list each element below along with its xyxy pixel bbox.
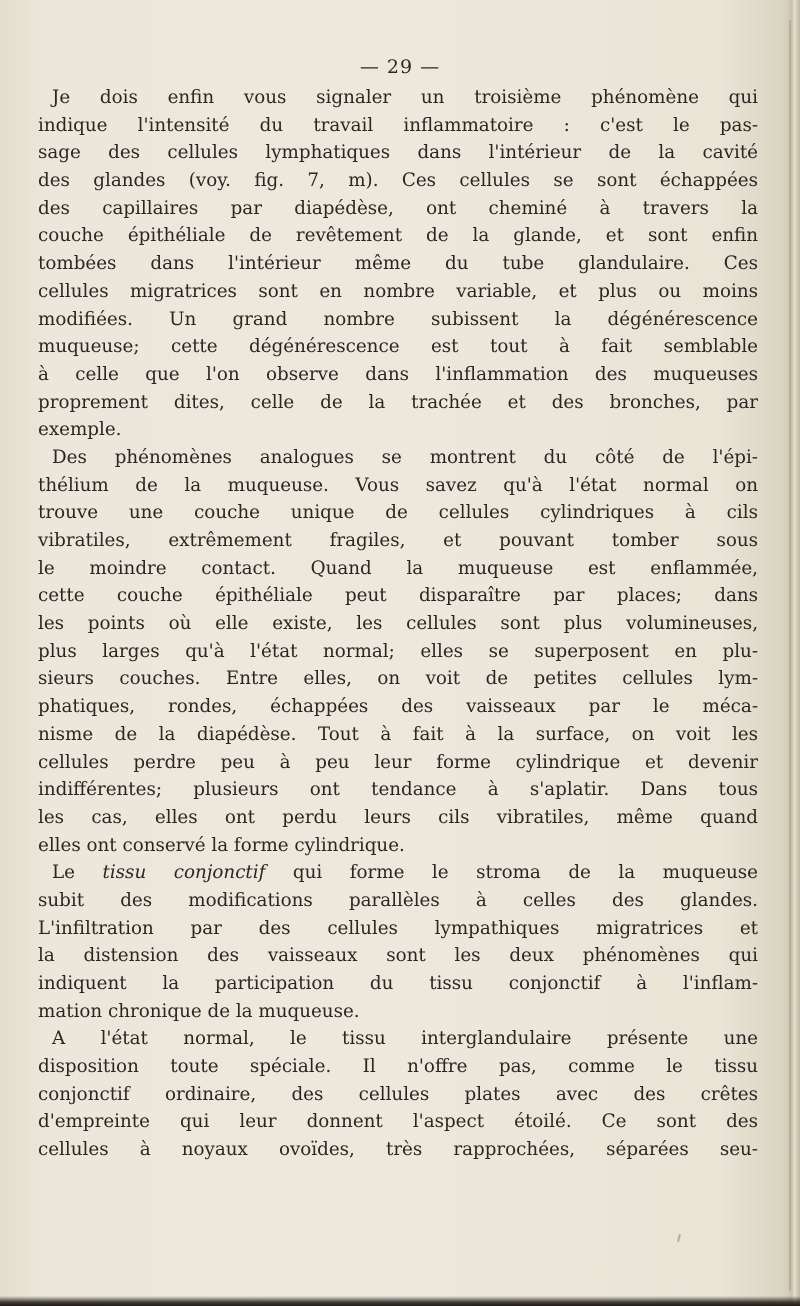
text-line: muqueuse; cette dégénérescence est tout à fait semblable [38, 336, 758, 358]
text-line: sieurs couches. Entre elles, on voit de petites cellules lym- [38, 668, 758, 690]
text-run: qui forme le stroma de la muqueuse [265, 862, 759, 884]
text-line: cellules migratrices sont en nombre variable, et plus ou moins [38, 280, 758, 302]
page-number: — 29 — [359, 56, 441, 78]
text-line: cellules à noyaux ovoïdes, très rapprochées, séparées seu- [38, 1139, 758, 1161]
text-line: modifiées. Un grand nombre subissent la dégénérescence [38, 308, 758, 330]
paragraph-2 [38, 444, 758, 859]
text-line: les cas, elles ont perdu leurs cils vibratiles, même quand [38, 806, 758, 828]
text-line: plus larges qu'à l'état normal; elles se superposent en plu- [38, 640, 758, 662]
text-line: Des phénomènes analogues se montrent du côté de l'épi- [52, 446, 758, 468]
text-line: la distension des vaisseaux sont les deux phénomènes qui [38, 945, 758, 967]
text-line: des capillaires par diapédèse, ont cheminé à travers la [38, 197, 758, 219]
page-bottom-shadow [0, 1296, 800, 1306]
text-line: Je dois enfin vous signaler un troisième phénomène qui [52, 87, 758, 108]
text-line: les points où elle existe, les cellules sont plus volumineuses, [38, 613, 758, 635]
text-line: vibratiles, extrêmement fragiles, et pouvant tomber sous [38, 530, 758, 551]
paragraph-4 [38, 1025, 758, 1163]
text-line: thélium de la muqueuse. Vous savez qu'à l'état normal on [38, 474, 758, 496]
text-line: nisme de la diapédèse. Tout à fait à la surface, on voit les [38, 723, 758, 745]
body-text [38, 84, 758, 1164]
ink-mark [677, 1234, 681, 1242]
text-line: elles ont conservé la forme cylindrique. [38, 834, 405, 856]
text-line: sage des cellules lymphatiques dans l'intérieur de la cavité [38, 142, 758, 164]
paragraph-1 [38, 84, 758, 444]
text-line: conjonctif ordinaire, des cellules plates avec des crêtes [38, 1083, 758, 1105]
text-line: tombées dans l'intérieur même du tube glandulaire. Ces [38, 253, 758, 275]
text-line: phatiques, rondes, échappées des vaisseaux par le méca- [38, 696, 758, 718]
text-run: Le [52, 862, 103, 884]
text-line: subit des modifications parallèles à celles des glandes. [38, 889, 758, 911]
text-line: indique l'intensité du travail inflammatoire : c'est le pas- [38, 114, 758, 136]
text-line: cette couche épithéliale peut disparaître par places; dans [38, 585, 758, 607]
text-line: mation chronique de la muqueuse. [38, 1000, 360, 1022]
text-line: cellules perdre peu à peu leur forme cylindrique et devenir [38, 751, 758, 773]
text-line: le moindre contact. Quand la muqueuse est enflammée, [38, 557, 758, 579]
text-line: A l'état normal, le tissu interglandulaire présente une [52, 1028, 758, 1050]
text-line: proprement dites, celle de la trachée et des bronches, par [38, 391, 758, 413]
paragraph-3 [38, 859, 758, 1025]
text-line: indiquent la participation du tissu conjonctif à l'inflam- [38, 973, 758, 994]
text-line: trouve une couche unique de cellules cylindriques à cils [38, 502, 758, 524]
text-line: des glandes (voy. fig. 7, m). Ces cellules se sont échappées [38, 170, 758, 192]
text-line: exemple. [38, 419, 122, 441]
text-line: couche épithéliale de revêtement de la glande, et sont enfin [38, 225, 758, 247]
text-line-with-italic [38, 859, 758, 887]
text-line: L'infiltration par des cellules lympathiques migratrices et [38, 917, 758, 939]
page-binding-line [789, 20, 791, 1290]
italic-term: tissu conjonctif [102, 862, 266, 884]
text-line: d'empreinte qui leur donnent l'aspect étoilé. Ce sont des [38, 1111, 758, 1133]
text-line: disposition toute spéciale. Il n'offre pas, comme le tissu [38, 1056, 758, 1078]
text-line: à celle que l'on observe dans l'inflammation des muqueuses [38, 363, 758, 385]
text-line: indifférentes; plusieurs ont tendance à s'aplatir. Dans tous [38, 779, 758, 801]
